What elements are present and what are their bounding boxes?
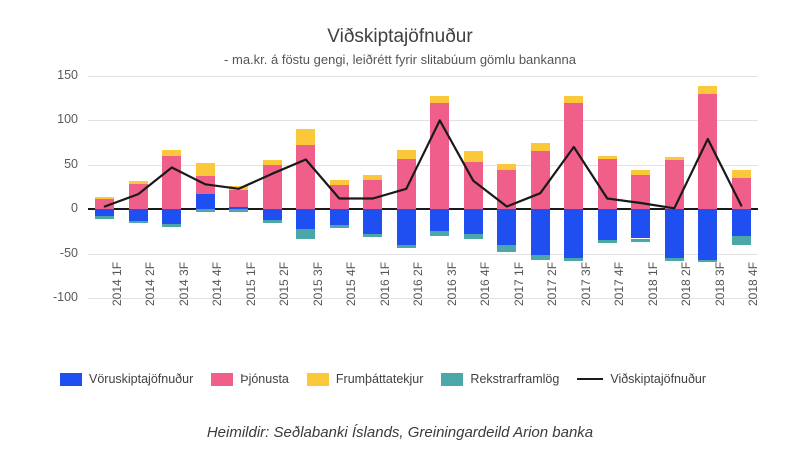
legend-label: Vöruskiptajöfnuður [89,372,194,386]
x-axis-tick-label: 2014 1F [109,261,124,306]
legend-item[interactable] [441,372,559,386]
legend [60,372,780,386]
legend-label: Þjónusta [240,372,289,386]
x-axis-tick-label: 2017 2F [545,261,560,306]
x-axis-tick-label: 2018 1F [645,261,660,306]
x-axis-tick-label: 2016 2F [411,261,426,306]
legend-item[interactable] [577,372,706,386]
legend-label: Frumþáttatekjur [335,372,424,386]
legend-swatch [60,373,82,386]
legend-label: Rekstrarframlög [470,372,560,386]
chart-subtitle: - ma.kr. á föstu gengi, leiðrétt fyrir slitabúum gömlu bankanna [224,52,576,67]
legend-swatch [441,373,463,386]
x-axis-tick-label: 2017 3F [578,261,593,306]
x-axis-tick-label: 2018 3F [712,261,727,306]
y-axis-tick-label: 150 [57,68,78,82]
x-axis-tick-label: 2017 1F [511,261,526,306]
x-axis-tick-label: 2018 2F [679,261,694,306]
legend-label: Viðskiptajöfnuður [610,372,707,386]
x-axis-tick-label: 2016 1F [377,261,392,306]
legend-item[interactable] [211,372,289,386]
x-axis-tick-label: 2017 4F [612,261,627,306]
y-axis-tick-label: 0 [71,201,78,216]
y-axis-tick-label: -50 [59,245,78,260]
legend-swatch [307,373,329,386]
x-axis-tick-label: 2018 4F [746,261,761,306]
x-axis-tick-label: 2014 4F [210,261,225,306]
x-axis-tick-label: 2016 3F [444,261,459,306]
legend-swatch [577,378,603,380]
y-axis-tick-label: 100 [57,112,78,127]
x-axis-tick-label: 2015 1F [243,261,258,306]
y-axis-tick-label: -100 [52,290,78,304]
x-axis-tick-label: 2014 2F [143,261,158,306]
legend-item[interactable] [60,372,193,386]
chart-title: Viðskiptajöfnuður [327,26,473,47]
legend-item[interactable] [307,372,424,386]
y-axis-tick-label: 50 [64,156,78,171]
x-axis-tick-label: 2014 3F [176,261,191,306]
x-axis-tick-label: 2015 3F [310,261,325,306]
x-axis-tick-label: 2016 4F [478,261,493,306]
legend-swatch [211,373,233,386]
x-axis-tick-label: 2015 2F [277,261,292,306]
source-note: Heimildir: Seðlabanki Íslands, Greiningardeild Arion banka [206,424,594,441]
x-axis-tick-label: 2015 4F [344,261,359,306]
